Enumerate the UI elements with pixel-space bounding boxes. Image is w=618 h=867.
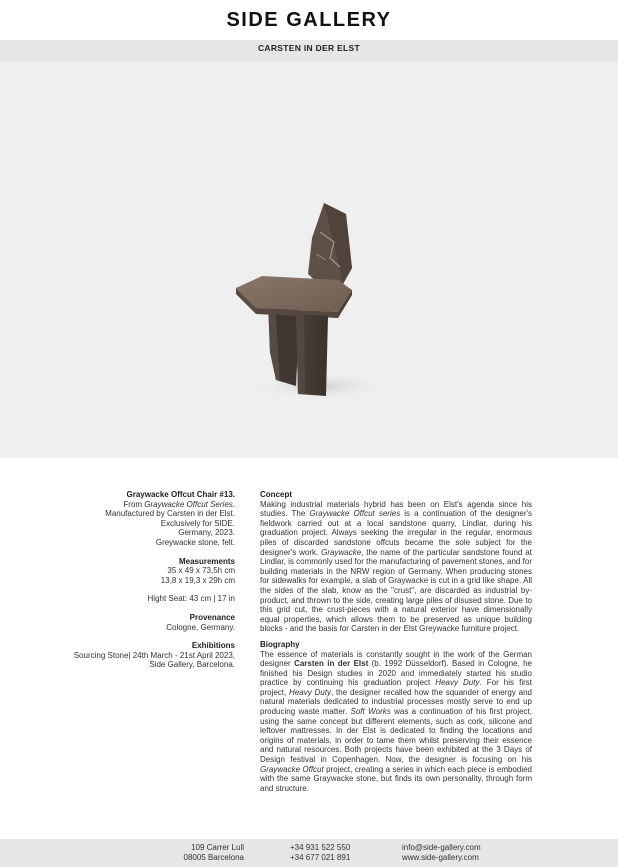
biography-heading: Biography xyxy=(260,639,300,649)
artist-name: CARSTEN IN DER ELST xyxy=(257,43,361,53)
footer xyxy=(0,839,618,867)
phone-1[interactable]: +34 931 522 550 xyxy=(290,843,351,852)
measurements-heading: Measurements xyxy=(178,556,235,566)
concept-text: Making industrial materials hybrid has been on Elst's agenda since his studies. The Graywacke Offcut series is a continuation of the designer's fieldwork carried out at a local sandstone quarry, Lindlar, during his graduation project. Always seeking the irregular in the regular, enormous piles of discarded sandstone offcuts became the sole subject for the designer's work. Graywacke, the name of the particular sandstone found at Lindlar, is commonly used for the manufacturing of pavement stones, and for building materials in the NRW region of Germany. When producing stones for sidewalks for example, a slab of Graywacke is cut in a grid like shape. All the sides of the slab, know as the "crust", are discarded as industrial by-product, and thrown to the side, creating large piles of disused stone. Due to this grid cut, the crust-pieces with a natural exterior have dimensionally equal properties, which allows them to be preserved as unique building blocks - and the basis for Carsten in der Elst Greywacke furniture project. xyxy=(260,499,533,634)
footer-phones xyxy=(290,843,390,863)
footer-address xyxy=(160,843,244,863)
address-line-2: 08005 Barcelona xyxy=(183,853,244,862)
manufacturer-line: Manufactured by Carsten in der Elst. xyxy=(105,509,235,519)
origin-line: Germany, 2023. xyxy=(178,528,235,538)
provenance-heading: Provenance xyxy=(189,612,235,622)
address-line-1: 109 Carrer Lull xyxy=(191,843,244,852)
product-photo xyxy=(0,62,618,458)
seat-height: Hight Seat: 43 cm | 17 in xyxy=(147,594,235,604)
series-name: Graywacke Offcut Series. xyxy=(144,499,235,509)
provenance-value: Cologne, Germany. xyxy=(166,622,235,632)
phone-2[interactable]: +34 677 021 891 xyxy=(290,853,351,862)
concept-heading: Concept xyxy=(260,490,292,499)
description-column xyxy=(260,490,532,793)
exhibitions-heading: Exhibitions xyxy=(191,641,235,651)
exhibition-line-1: Sourcing Stone| 24th March - 21st April 2023, xyxy=(73,650,235,660)
artist-name-band xyxy=(0,40,618,62)
exhibition-line-2: Side Gallery, Barcelona. xyxy=(149,660,235,670)
gallery-title: SIDE GALLERY xyxy=(226,9,392,31)
stone-chair-image xyxy=(0,62,618,458)
artwork-title: Graywacke Offcut Chair #13. xyxy=(126,490,235,499)
artwork-details xyxy=(40,490,235,670)
measurements-in: 13,8 x 19,3 x 29h cm xyxy=(160,575,235,585)
website-link[interactable]: www.side-gallery.com xyxy=(402,853,479,862)
materials-line: Greywacke stone, felt. xyxy=(155,537,235,547)
exclusive-line: Exclusively for SIDE. xyxy=(160,518,235,528)
footer-contact xyxy=(402,843,522,863)
email-link[interactable]: info@side-gallery.com xyxy=(402,843,481,852)
series-line: From Graywacke Offcut Series. xyxy=(123,499,235,509)
biography-text: The essence of materials is constantly sought in the work of the German designer Carsten in der Elst (b. 1992 Düsseldorf). Based in Cologne, he finished his Design studies in 2020 and immediately started his studio practice by continuing his graduation project Heavy Duty. For his first project, Heavy Duty, the designer recalled how the squander of energy and natural materials dedicated to industrial processes mostly serve to end up producing waste matter. Soft Works was a continuation of his first project, using the same concept but different elements, such as cork, silicone and leftover mattresses. In der Elst is dedicated to finding the locations and origins of materials, in order to tame them whilst preserving their essence and natural resources. Both projects have been exhibited at the 3 Days of Design festival in Copenhagen. Now, the designer is focusing on his Graywacke Offcut project, creating a series in which each piece is embodied with the same Graywacke stone, but finds its own personality, through form and structure. xyxy=(260,649,533,793)
measurements-cm: 35 x 49 x 73,5h cm xyxy=(167,566,235,576)
